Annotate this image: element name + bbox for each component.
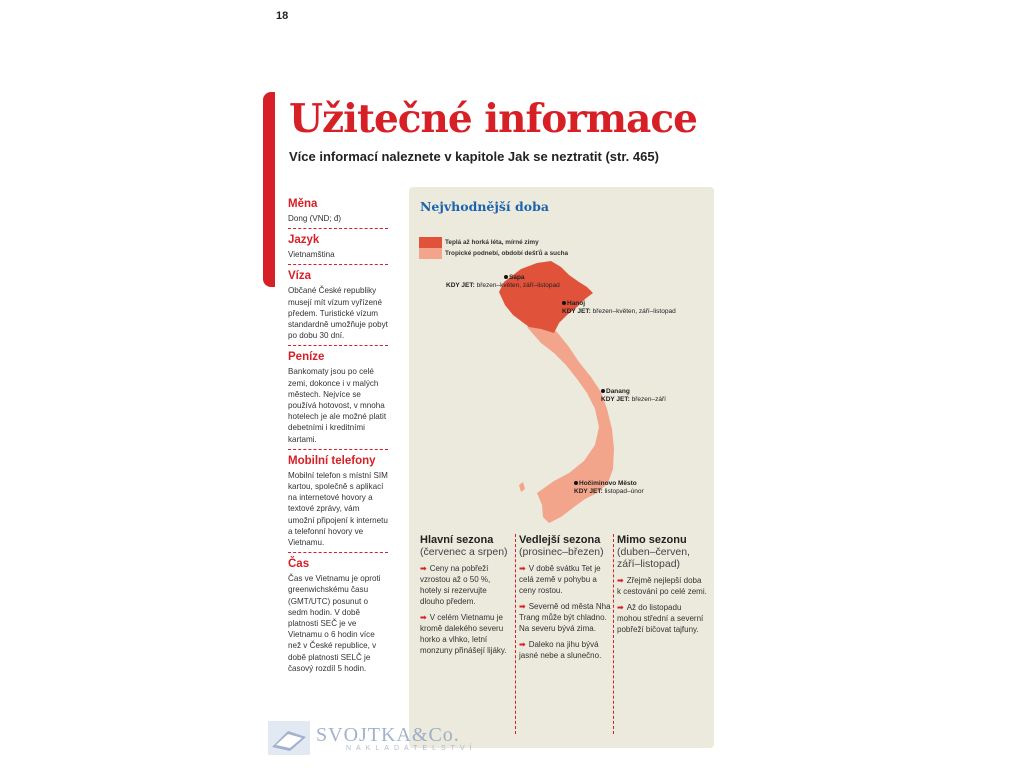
sidebar-heading: Víza — [288, 270, 312, 283]
city-label-danang — [601, 388, 666, 404]
map-region-north — [499, 261, 593, 333]
sidebar-text: Bankomaty jsou po celé zemi, dokonce i v malých městech. Nejvíce se používá hotovost, v mnoha hotelech je ale možné platit debetními i kreditními kartami. — [288, 367, 387, 444]
city-dot-icon — [562, 301, 566, 305]
map-phu-quoc-island — [519, 482, 525, 492]
city-label-hanoi — [562, 300, 676, 316]
city-name: Danang — [606, 388, 630, 395]
city-dot-icon — [601, 389, 605, 393]
season-period: (duben–červen, září–listopad) — [617, 546, 690, 570]
legend-swatch-warm — [419, 237, 442, 248]
sidebar-text: Vietnamština — [288, 250, 335, 260]
sidebar-section-visa — [288, 264, 388, 345]
season-bullet: ➡ Severně od města Nha Trang může být chladno. Na severu bývá zima. — [519, 602, 611, 633]
city-name: Hočiminovo Město — [579, 480, 637, 487]
arrow-right-icon: ➡ — [617, 603, 624, 612]
sidebar-heading: Peníze — [288, 351, 325, 364]
city-when: březen–květen, září–listopad — [592, 308, 676, 315]
city-dot-icon — [504, 275, 508, 279]
map-legend — [419, 237, 568, 259]
season-bullet: ➡ V celém Vietnamu je kromě dalekého severu horko a vlhko, letní monzuny přinášejí lijáky. — [420, 613, 507, 655]
season-bullet: ➡ Ceny na pobřeží vzrostou až o 50 %, hotely si rezervujte dlouho předem. — [420, 564, 491, 606]
seasons-row — [417, 534, 707, 739]
arrow-right-icon: ➡ — [420, 613, 427, 622]
sidebar-text: Mobilní telefon s místní SIM kartou, společně s aplikací na internetové hovory a textové zprávy, vám umožní připojení k internetu a telefonní hovory ve Vietnamu. — [288, 470, 388, 548]
sidebar-heading: Čas — [288, 558, 310, 571]
season-title: Hlavní sezona — [420, 534, 494, 546]
watermark-name: SVOJTKA&Co. — [316, 723, 460, 746]
book-logo-icon — [268, 721, 310, 755]
best-time-panel — [409, 187, 714, 748]
arrow-right-icon: ➡ — [617, 576, 624, 585]
city-when: březen–září — [631, 396, 666, 403]
arrow-right-icon: ➡ — [519, 564, 526, 573]
city-name: Sapa — [509, 274, 525, 281]
city-label-sapa — [446, 274, 560, 290]
season-high — [417, 534, 512, 734]
sidebar-text: Občané České republiky musejí mít vízum vyřízené předem. Turistické vízum standardně umožňuje pobyt po dobu 30 dní. — [288, 286, 388, 341]
legend-item — [419, 237, 568, 248]
page-number: 18 — [276, 10, 289, 22]
season-low — [613, 534, 707, 734]
season-period: (červenec a srpen) — [420, 546, 508, 558]
sidebar-heading: Měna — [288, 198, 318, 210]
city-dot-icon — [574, 481, 578, 485]
season-period: (prosinec–březen) — [519, 546, 604, 558]
sidebar-heading: Mobilní telefony — [288, 454, 376, 467]
city-name: Hanoj — [567, 300, 586, 307]
season-bullet: ➡ Zřejmě nejlepší doba k cestování po celé zemi. — [617, 576, 707, 596]
season-bullet: ➡ Až do listopadu mohou střední a severní pobřeží bičovat tajfuny. — [617, 603, 704, 634]
arrow-right-icon: ➡ — [519, 640, 526, 649]
info-sidebar — [288, 193, 388, 678]
arrow-right-icon: ➡ — [420, 564, 427, 573]
sidebar-text: Čas ve Vietnamu je oproti greenwichskému času (GMT/UTC) posunut o sedm hodin. V době platnosti SEČ je ve Vietnamu o 6 hodin více než v České republice, v době platnosti SELČ je časový rozdíl 5 hodin. — [288, 574, 381, 673]
when-go-label: KDY JET: — [574, 488, 603, 495]
publisher-watermark — [268, 721, 477, 755]
sidebar-text: Dong (VND; đ) — [288, 214, 342, 223]
page-subtitle: Více informací naleznete v kapitole Jak se neztratit (str. 465) — [289, 149, 659, 164]
city-when: březen–květen, září–listopad — [476, 282, 560, 289]
season-bullet: ➡ Daleko na jihu bývá jasné nebe a slunečno. — [519, 640, 602, 660]
season-title: Vedlejší sezona — [519, 534, 601, 546]
legend-label: Tropické podnebí, období dešťů a sucha — [445, 250, 569, 257]
arrow-right-icon: ➡ — [519, 602, 526, 611]
page-title: Užitečné informace — [289, 96, 697, 142]
sidebar-section-time — [288, 552, 388, 678]
city-label-ho-chi-minh — [574, 480, 644, 496]
sidebar-section-mobile — [288, 449, 388, 552]
when-go-label: KDY JET: — [446, 282, 475, 289]
best-time-title: Nejvhodnější doba — [420, 199, 549, 214]
red-side-tab — [263, 92, 275, 287]
season-shoulder — [515, 534, 611, 734]
sidebar-section-language — [288, 228, 388, 264]
legend-item — [419, 248, 568, 259]
sidebar-section-currency — [288, 193, 388, 228]
legend-label: Teplá až horká léta, mírné zimy — [445, 239, 539, 246]
sidebar-section-money — [288, 345, 388, 448]
season-title: Mimo sezonu — [617, 534, 687, 546]
city-when: listopad–únor — [604, 488, 644, 495]
when-go-label: KDY JET: — [562, 308, 591, 315]
watermark-sub: NAKLADATELSTVÍ — [346, 744, 477, 752]
sidebar-heading: Jazyk — [288, 234, 320, 247]
legend-swatch-tropical — [419, 248, 442, 259]
season-bullet: ➡ V době svátku Tet je celá země v pohybu a ceny rostou. — [519, 564, 601, 595]
when-go-label: KDY JET: — [601, 396, 630, 403]
